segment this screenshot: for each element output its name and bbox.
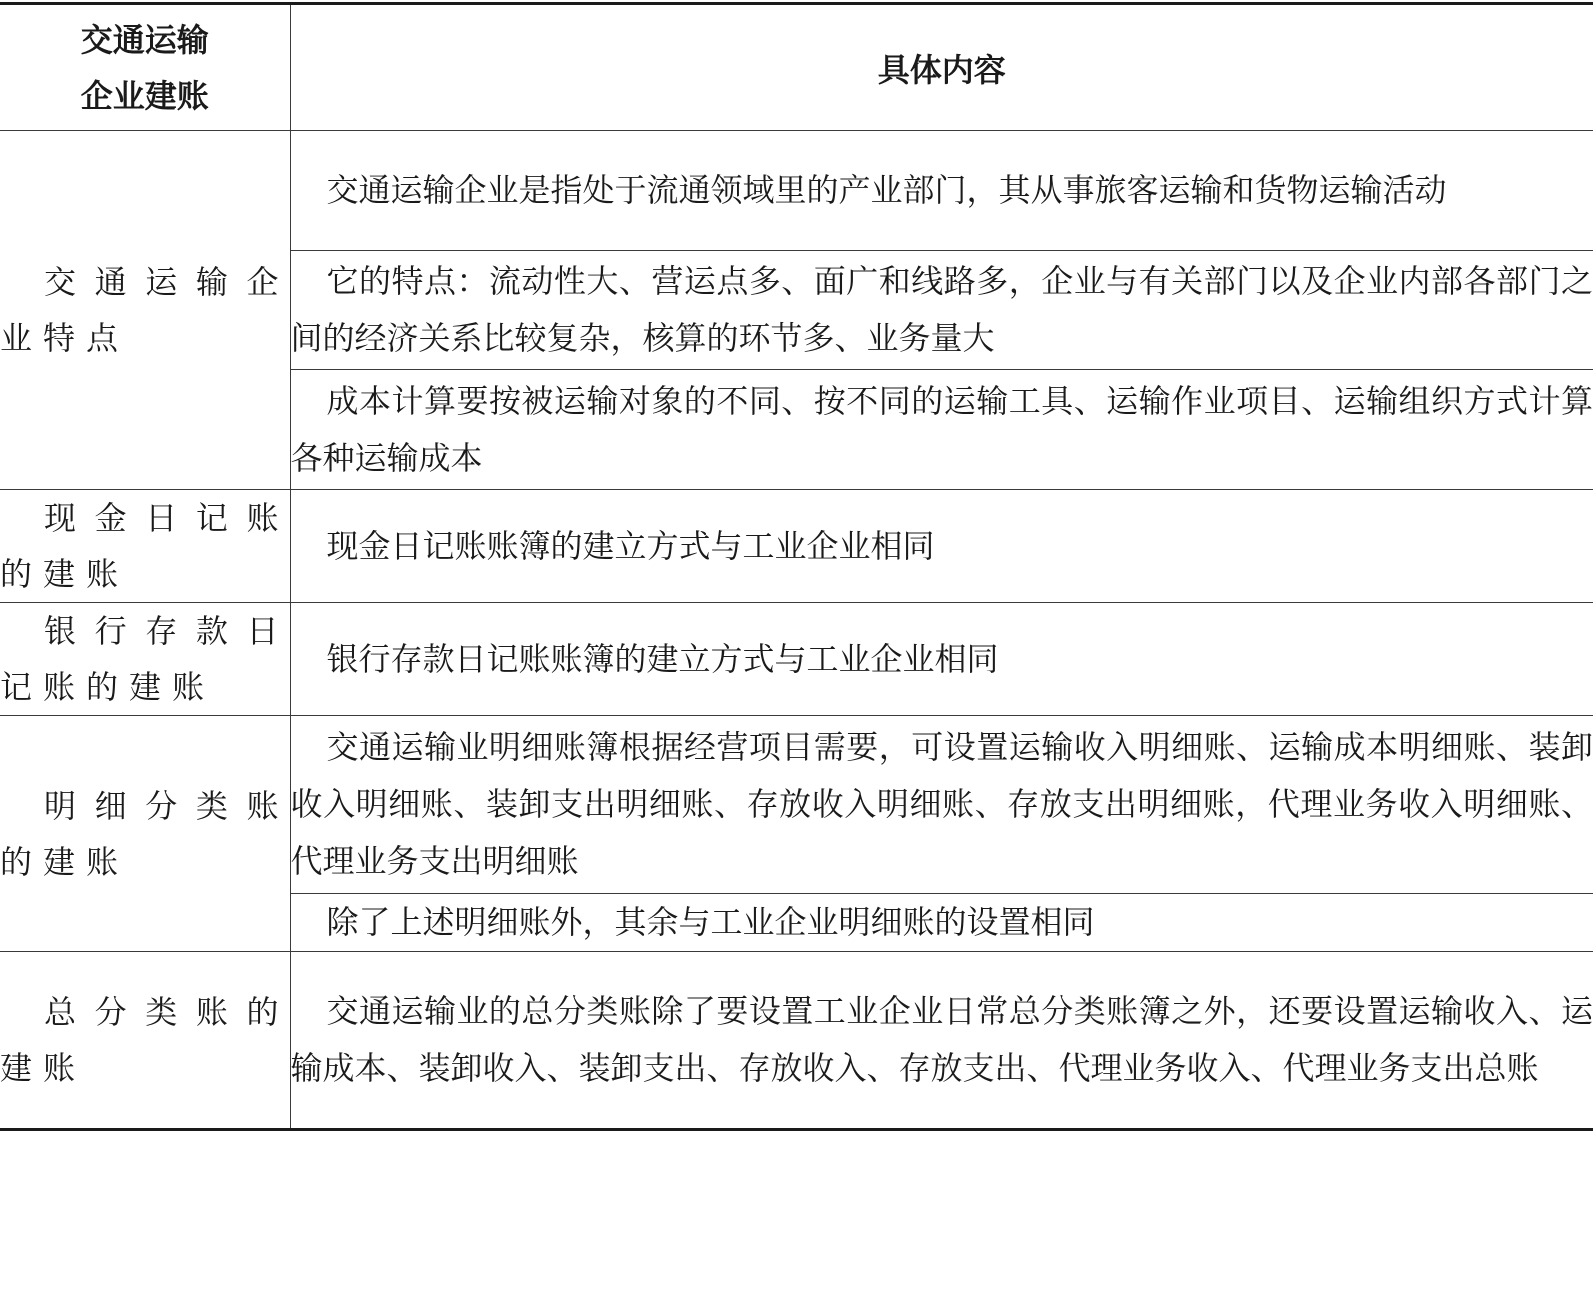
- content-cell: 成本计算要按被运输对象的不同、按不同的运输工具、运输作业项目、运输组织方式计算各种运输成本: [290, 370, 1593, 490]
- table-row: [0, 603, 1593, 716]
- content-cell: 交通运输业明细账簿根据经营项目需要，可设置运输收入明细账、运输成本明细账、装卸收入明细账、装卸支出明细账、存放收入明细账、存放支出明细账，代理业务收入明细账、代理业务支出明细账: [290, 716, 1593, 894]
- table-row: [0, 716, 1593, 894]
- table-row: [0, 131, 1593, 251]
- table-row: [0, 490, 1593, 603]
- table-row: [0, 952, 1593, 1130]
- table-header-row: [0, 4, 1593, 131]
- content-cell: 现金日记账账簿的建立方式与工业企业相同: [290, 490, 1593, 603]
- header-category-line2: 企业建账: [80, 76, 209, 115]
- category-cell: 银行存款日记账的建账: [0, 603, 290, 716]
- category-cell: 现金日记账的建账: [0, 490, 290, 603]
- content-cell: 交通运输企业是指处于流通领域里的产业部门，其从事旅客运输和货物运输活动: [290, 131, 1593, 251]
- content-cell: 银行存款日记账账簿的建立方式与工业企业相同: [290, 603, 1593, 716]
- header-category: [0, 4, 290, 131]
- category-cell: 交通运输企业特点: [0, 131, 290, 490]
- header-category-line1: 交通运输: [80, 20, 209, 59]
- header-content: 具体内容: [290, 4, 1593, 131]
- accounting-setup-table: [0, 2, 1593, 1131]
- category-cell: 明细分类账的建账: [0, 716, 290, 952]
- category-cell: 总分类账的建账: [0, 952, 290, 1130]
- content-cell: 交通运输业的总分类账除了要设置工业企业日常总分类账簿之外，还要设置运输收入、运输成本、装卸收入、装卸支出、存放收入、存放支出、代理业务收入、代理业务支出总账: [290, 952, 1593, 1130]
- content-cell: 除了上述明细账外，其余与工业企业明细账的设置相同: [290, 894, 1593, 952]
- content-cell: 它的特点：流动性大、营运点多、面广和线路多，企业与有关部门以及企业内部各部门之间的经济关系比较复杂，核算的环节多、业务量大: [290, 251, 1593, 370]
